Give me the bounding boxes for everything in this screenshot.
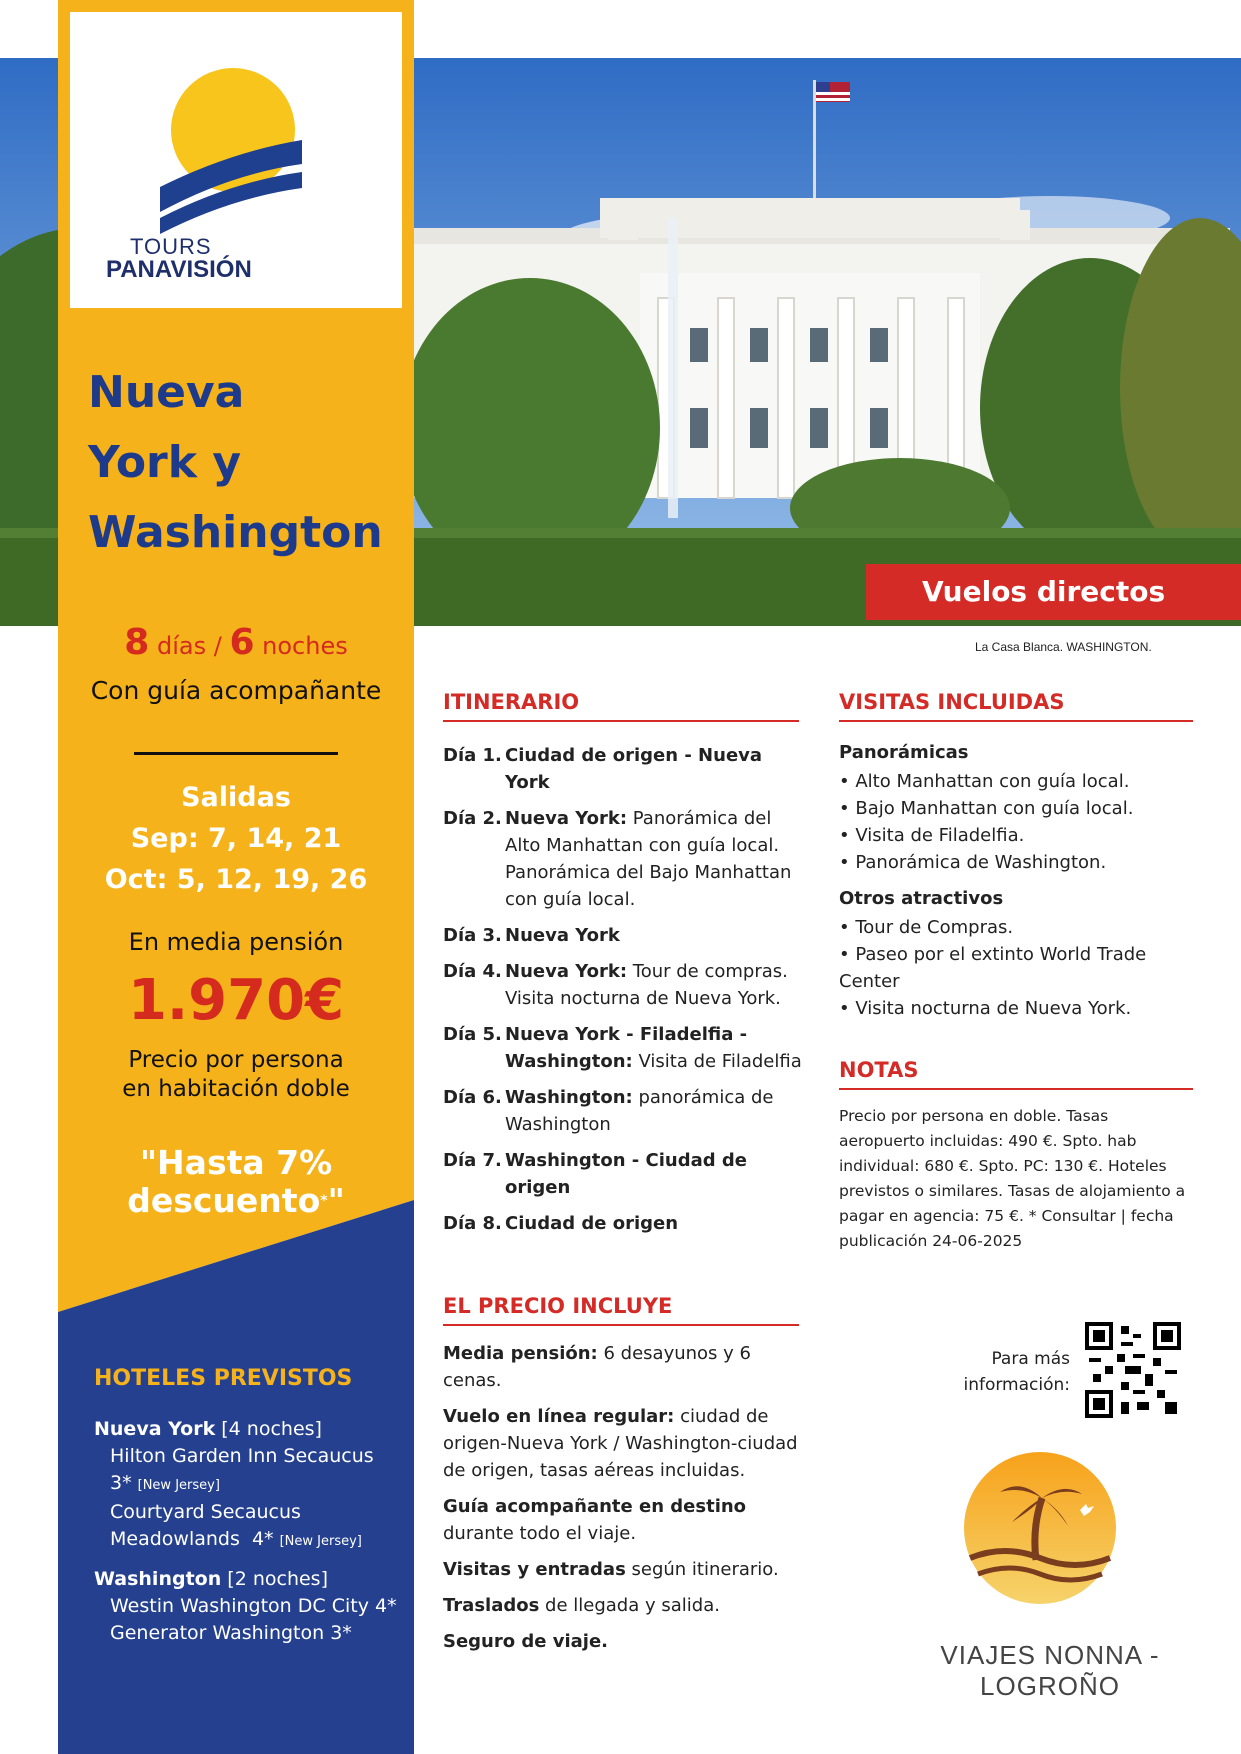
itinerary-day (443, 1084, 803, 1138)
hotels-title: HOTELES PREVISTOS (94, 1366, 353, 1391)
visits-title: VISITAS INCLUIDAS (839, 690, 1193, 722)
includes-item-text: ciudad de origen-Nueva York / Washington-ciudad de origen, tasas aéreas incluidas. (443, 1406, 798, 1481)
day-title: Washington - Ciudad de origen (505, 1150, 748, 1198)
brand-tours-text: TOURS (130, 234, 212, 259)
duration-separator: / (213, 632, 222, 660)
day-label: Día 6. (443, 1087, 502, 1108)
title-line-1: Nueva (88, 367, 245, 418)
price-note-line-2: en habitación doble (122, 1076, 350, 1102)
includes-title: EL PRECIO INCLUYE (443, 1294, 799, 1326)
hotels-new-york (94, 1416, 404, 1555)
includes-item-title: Seguro de viaje. (443, 1631, 609, 1652)
hotel-category: 4* (251, 1528, 274, 1550)
trip-duration (58, 622, 414, 663)
hotel-location: [New Jersey] (137, 1478, 220, 1493)
day-label: Día 1. (443, 745, 502, 766)
list-item: • Visita de Filadelfia. (839, 822, 1199, 849)
list-item: • Visita nocturna de Nueva York. (839, 995, 1199, 1022)
agency-logo-icon (960, 1448, 1120, 1608)
direct-flights-banner: Vuelos directos (866, 564, 1241, 620)
includes-item-title: Guía acompañante en destino (443, 1496, 747, 1517)
includes-item-text: según itinerario. (625, 1559, 779, 1580)
day-title: Nueva York (505, 925, 620, 946)
day-text: Tour de compras. Visita nocturna de Nueva York. (505, 961, 788, 1009)
brand-logo (70, 12, 402, 308)
includes-item-title: Visitas y entradas (443, 1559, 626, 1580)
list-item: • Alto Manhattan con guía local. (839, 768, 1199, 795)
nights-number: 6 (229, 622, 255, 663)
list-item: • Panorámica de Washington. (839, 849, 1199, 876)
departures-september: Sep: 7, 14, 21 (130, 823, 342, 854)
hotel-name-cont: Meadowlands (110, 1528, 240, 1550)
agency-name: VIAJES NONNA - LOGROÑO (940, 1640, 1160, 1701)
includes-item (443, 1493, 803, 1547)
nights-word: noches (262, 632, 348, 660)
discount-line-1: "Hasta 7% (139, 1143, 333, 1182)
includes-item (443, 1340, 803, 1394)
list-item: • Paseo por el extinto World Trade Center (839, 941, 1199, 995)
day-title: Ciudad de origen (505, 1213, 679, 1234)
itinerary-title: ITINERARIO (443, 690, 799, 722)
day-label: Día 2. (443, 808, 502, 829)
includes-item-text: durante todo el viaje. (443, 1523, 637, 1544)
brand-name-text: PANAVISIÓN (106, 256, 252, 283)
other-attractions-title: Otros atractivos (839, 888, 1004, 909)
day-label: Día 7. (443, 1150, 502, 1171)
more-info-line-1: Para más (991, 1349, 1070, 1369)
days-number: 8 (124, 622, 150, 663)
day-label: Día 3. (443, 925, 502, 946)
guide-text: Con guía acompañante (90, 676, 382, 705)
day-label: Día 4. (443, 961, 502, 982)
other-attractions-list (839, 914, 1199, 1022)
title-line-2: York y (88, 437, 242, 488)
includes-list (443, 1340, 803, 1664)
itinerary-list (443, 742, 803, 1246)
hotel-category: 3* (110, 1472, 132, 1494)
discount-word: descuento (127, 1181, 321, 1220)
itinerary-day (443, 805, 803, 913)
left-column (58, 0, 414, 1754)
pension-text: En media pensión (128, 928, 344, 956)
day-label: Día 8. (443, 1213, 502, 1234)
discount-asterisk: * (320, 1193, 328, 1209)
discount-close-quote: " (327, 1181, 345, 1220)
itinerary-day (443, 1210, 803, 1237)
photo-caption: La Casa Blanca. WASHINGTON. (975, 640, 1152, 654)
price: 1.970€ (127, 968, 345, 1033)
title-line-3: Washington (88, 507, 383, 558)
includes-item-title: Media pensión: (443, 1343, 598, 1364)
more-info-text (940, 1346, 1070, 1398)
includes-item-title: Traslados (443, 1595, 540, 1616)
panoramic-title: Panorámicas (839, 742, 969, 763)
page-title (88, 358, 408, 568)
departures-title: Salidas (181, 782, 291, 813)
hotel-name: Westin Washington DC City 4* (110, 1595, 397, 1617)
itinerary-day (443, 958, 803, 1012)
day-text: Panorámica del Alto Manhattan con guía local. Panorámica del Bajo Manhattan con guía local. (505, 808, 792, 910)
itinerary-day (443, 1147, 803, 1201)
day-text: panorámica de Washington (505, 1087, 774, 1135)
price-note-line-1: Precio por persona (128, 1047, 344, 1073)
hotel-nights: [2 noches] (227, 1568, 328, 1590)
includes-item (443, 1592, 803, 1619)
discount-line-2 (58, 1182, 414, 1220)
list-item: • Bajo Manhattan con guía local. (839, 795, 1199, 822)
includes-item-title: Vuelo en línea regular: (443, 1406, 675, 1427)
list-item: • Tour de Compras. (839, 914, 1199, 941)
hotel-name: Hilton Garden Inn Secaucus (110, 1445, 374, 1467)
includes-item (443, 1628, 803, 1655)
panoramic-list (839, 768, 1199, 876)
hotel-city: Washington (94, 1568, 222, 1590)
itinerary-day (443, 742, 803, 796)
hotel-location: [New Jersey] (279, 1534, 362, 1549)
qr-code-icon[interactable] (1085, 1322, 1181, 1418)
includes-item (443, 1403, 803, 1484)
more-info-line-2: información: (963, 1375, 1070, 1395)
departures-october: Oct: 5, 12, 19, 26 (104, 864, 368, 895)
itinerary-day (443, 1021, 803, 1075)
hotels-washington (94, 1566, 404, 1647)
itinerary-day (443, 922, 803, 949)
hotel-name: Courtyard Secaucus (110, 1501, 301, 1523)
divider (134, 752, 338, 755)
day-text: Visita de Filadelfia (632, 1051, 802, 1072)
includes-item-text: 6 desayunos y 6 cenas. (443, 1343, 751, 1391)
day-title: Nueva York: (505, 961, 628, 982)
day-label: Día 5. (443, 1024, 502, 1045)
day-title: Ciudad de origen - Nueva York (505, 745, 763, 793)
hotel-name: Generator Washington 3* (110, 1622, 352, 1644)
discount-badge (58, 1144, 414, 1220)
notes-text: Precio por persona en doble. Tasas aeropuerto incluidas: 490 €. Spto. hab individual: 680 €. Spto. PC: 130 €. Hoteles previstos o similares. Tasas de alojamiento a pagar en agencia: 75 €. * Consultar | fecha publicación 24-06-2025 (839, 1107, 1186, 1250)
day-title: Nueva York: (505, 808, 628, 829)
includes-item-text: de llegada y salida. (539, 1595, 720, 1616)
days-word: días (156, 632, 207, 660)
day-title: Washington: (505, 1087, 633, 1108)
includes-item (443, 1556, 803, 1583)
day-title: Nueva York - Filadelfia - Washington: (505, 1024, 748, 1072)
price-note (58, 1046, 414, 1104)
hotel-city: Nueva York (94, 1418, 216, 1440)
notes-title: NOTAS (839, 1058, 1193, 1090)
hotel-nights: [4 noches] (221, 1418, 322, 1440)
